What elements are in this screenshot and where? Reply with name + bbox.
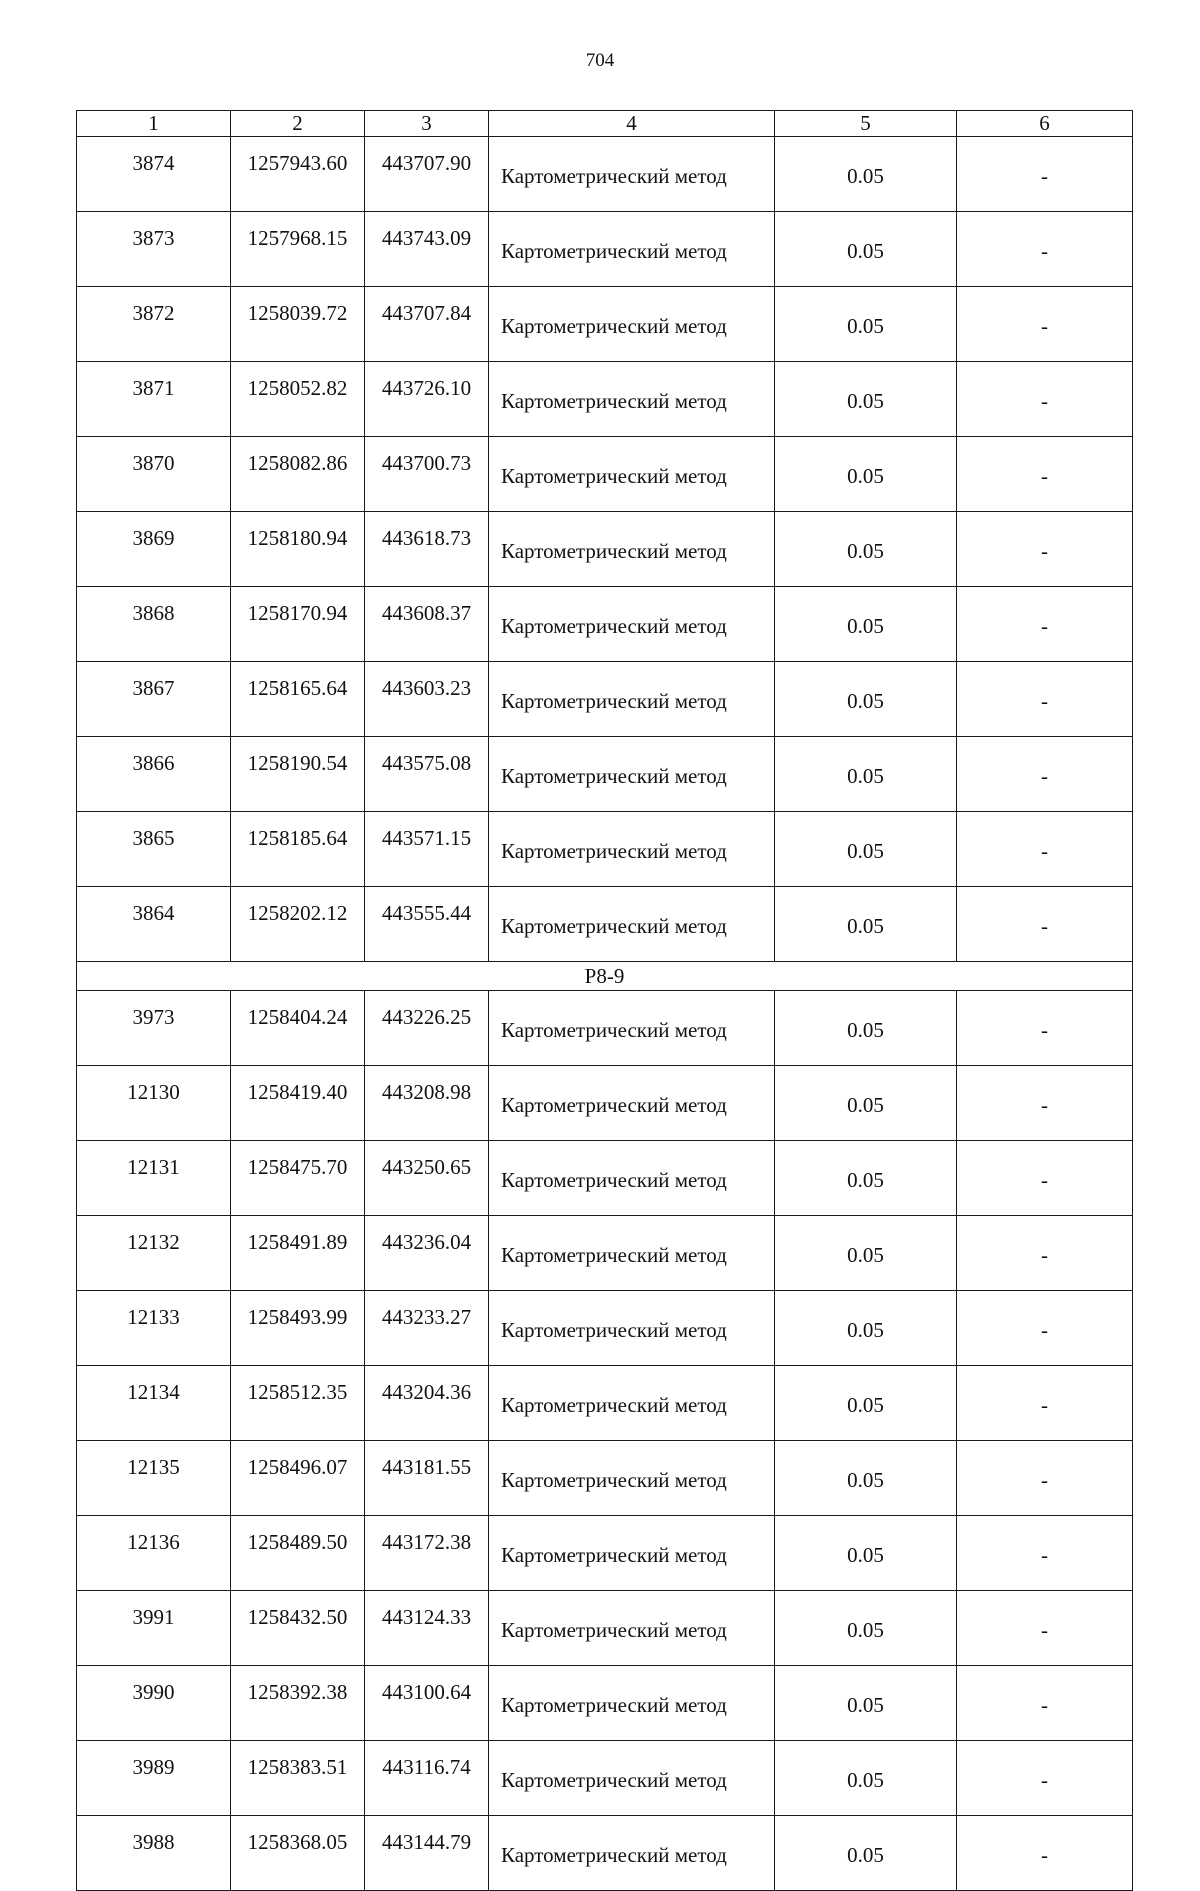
note-cell: - (957, 1591, 1133, 1666)
accuracy-cell: 0.05 (775, 587, 957, 662)
note-cell: - (957, 1141, 1133, 1216)
accuracy-cell: 0.05 (775, 212, 957, 287)
table-row (77, 887, 1133, 962)
table-row (77, 512, 1133, 587)
method-cell: Картометрический метод (489, 362, 775, 437)
note-cell: - (957, 587, 1133, 662)
accuracy-cell: 0.05 (775, 1816, 957, 1891)
y-coordinate-cell: 443208.98 (365, 1066, 489, 1141)
point-number-cell: 12135 (77, 1441, 231, 1516)
x-coordinate-cell: 1258165.64 (231, 662, 365, 737)
x-coordinate-cell: 1258170.94 (231, 587, 365, 662)
x-coordinate-cell: 1258202.12 (231, 887, 365, 962)
x-coordinate-cell: 1258493.99 (231, 1291, 365, 1366)
y-coordinate-cell: 443116.74 (365, 1741, 489, 1816)
note-cell: - (957, 362, 1133, 437)
accuracy-cell: 0.05 (775, 737, 957, 812)
table-row (77, 1216, 1133, 1291)
x-coordinate-cell: 1258185.64 (231, 812, 365, 887)
point-number-cell: 3868 (77, 587, 231, 662)
accuracy-cell: 0.05 (775, 1741, 957, 1816)
table-row (77, 812, 1133, 887)
note-cell: - (957, 1291, 1133, 1366)
header-col-1: 1 (77, 111, 231, 137)
accuracy-cell: 0.05 (775, 887, 957, 962)
method-cell: Картометрический метод (489, 1441, 775, 1516)
note-cell: - (957, 1366, 1133, 1441)
y-coordinate-cell: 443250.65 (365, 1141, 489, 1216)
accuracy-cell: 0.05 (775, 1066, 957, 1141)
point-number-cell: 12130 (77, 1066, 231, 1141)
point-number-cell: 12133 (77, 1291, 231, 1366)
x-coordinate-cell: 1258039.72 (231, 287, 365, 362)
method-cell: Картометрический метод (489, 1066, 775, 1141)
accuracy-cell: 0.05 (775, 287, 957, 362)
point-number-cell: 3988 (77, 1816, 231, 1891)
note-cell: - (957, 1666, 1133, 1741)
x-coordinate-cell: 1258180.94 (231, 512, 365, 587)
x-coordinate-cell: 1258052.82 (231, 362, 365, 437)
y-coordinate-cell: 443608.37 (365, 587, 489, 662)
y-coordinate-cell: 443707.90 (365, 137, 489, 212)
x-coordinate-cell: 1258383.51 (231, 1741, 365, 1816)
header-col-5: 5 (775, 111, 957, 137)
table-row (77, 437, 1133, 512)
x-coordinate-cell: 1258489.50 (231, 1516, 365, 1591)
y-coordinate-cell: 443233.27 (365, 1291, 489, 1366)
point-number-cell: 12131 (77, 1141, 231, 1216)
table-row (77, 1741, 1133, 1816)
y-coordinate-cell: 443700.73 (365, 437, 489, 512)
table-row (77, 662, 1133, 737)
table-row (77, 1141, 1133, 1216)
table-row (77, 1366, 1133, 1441)
table-row (77, 137, 1133, 212)
section-row (77, 962, 1133, 991)
x-coordinate-cell: 1257968.15 (231, 212, 365, 287)
note-cell: - (957, 1066, 1133, 1141)
table-row (77, 287, 1133, 362)
accuracy-cell: 0.05 (775, 437, 957, 512)
method-cell: Картометрический метод (489, 512, 775, 587)
point-number-cell: 3866 (77, 737, 231, 812)
note-cell: - (957, 212, 1133, 287)
note-cell: - (957, 991, 1133, 1066)
method-cell: Картометрический метод (489, 287, 775, 362)
note-cell: - (957, 887, 1133, 962)
table-row (77, 737, 1133, 812)
method-cell: Картометрический метод (489, 437, 775, 512)
accuracy-cell: 0.05 (775, 1291, 957, 1366)
table-row (77, 362, 1133, 437)
method-cell: Картометрический метод (489, 812, 775, 887)
note-cell: - (957, 512, 1133, 587)
header-col-4: 4 (489, 111, 775, 137)
accuracy-cell: 0.05 (775, 137, 957, 212)
y-coordinate-cell: 443181.55 (365, 1441, 489, 1516)
coordinates-table (76, 110, 1133, 1891)
header-col-2: 2 (231, 111, 365, 137)
accuracy-cell: 0.05 (775, 1591, 957, 1666)
x-coordinate-cell: 1258404.24 (231, 991, 365, 1066)
point-number-cell: 3991 (77, 1591, 231, 1666)
point-number-cell: 3873 (77, 212, 231, 287)
note-cell: - (957, 662, 1133, 737)
method-cell: Картометрический метод (489, 1741, 775, 1816)
note-cell: - (957, 1516, 1133, 1591)
point-number-cell: 3989 (77, 1741, 231, 1816)
table-body (77, 137, 1133, 1891)
point-number-cell: 3870 (77, 437, 231, 512)
accuracy-cell: 0.05 (775, 1441, 957, 1516)
method-cell: Картометрический метод (489, 587, 775, 662)
y-coordinate-cell: 443172.38 (365, 1516, 489, 1591)
y-coordinate-cell: 443707.84 (365, 287, 489, 362)
section-label: Р8-9 (77, 962, 1133, 991)
note-cell: - (957, 737, 1133, 812)
y-coordinate-cell: 443575.08 (365, 737, 489, 812)
header-row (77, 111, 1133, 137)
accuracy-cell: 0.05 (775, 1216, 957, 1291)
table-row (77, 1516, 1133, 1591)
method-cell: Картометрический метод (489, 1141, 775, 1216)
y-coordinate-cell: 443571.15 (365, 812, 489, 887)
note-cell: - (957, 287, 1133, 362)
accuracy-cell: 0.05 (775, 991, 957, 1066)
header-col-3: 3 (365, 111, 489, 137)
x-coordinate-cell: 1258491.89 (231, 1216, 365, 1291)
note-cell: - (957, 1441, 1133, 1516)
method-cell: Картометрический метод (489, 887, 775, 962)
method-cell: Картометрический метод (489, 212, 775, 287)
point-number-cell: 12132 (77, 1216, 231, 1291)
table-row (77, 1066, 1133, 1141)
accuracy-cell: 0.05 (775, 812, 957, 887)
point-number-cell: 3871 (77, 362, 231, 437)
table-row (77, 212, 1133, 287)
x-coordinate-cell: 1258082.86 (231, 437, 365, 512)
table-row (77, 1591, 1133, 1666)
method-cell: Картометрический метод (489, 137, 775, 212)
note-cell: - (957, 437, 1133, 512)
x-coordinate-cell: 1258190.54 (231, 737, 365, 812)
method-cell: Картометрический метод (489, 737, 775, 812)
x-coordinate-cell: 1258496.07 (231, 1441, 365, 1516)
note-cell: - (957, 1216, 1133, 1291)
y-coordinate-cell: 443555.44 (365, 887, 489, 962)
table-row (77, 1666, 1133, 1741)
note-cell: - (957, 1741, 1133, 1816)
method-cell: Картометрический метод (489, 1666, 775, 1741)
note-cell: - (957, 812, 1133, 887)
y-coordinate-cell: 443726.10 (365, 362, 489, 437)
table-row (77, 1291, 1133, 1366)
point-number-cell: 3973 (77, 991, 231, 1066)
accuracy-cell: 0.05 (775, 1666, 957, 1741)
table-row (77, 991, 1133, 1066)
point-number-cell: 3864 (77, 887, 231, 962)
method-cell: Картометрический метод (489, 1516, 775, 1591)
point-number-cell: 3872 (77, 287, 231, 362)
x-coordinate-cell: 1258512.35 (231, 1366, 365, 1441)
note-cell: - (957, 1816, 1133, 1891)
accuracy-cell: 0.05 (775, 362, 957, 437)
method-cell: Картометрический метод (489, 1591, 775, 1666)
table-row (77, 587, 1133, 662)
x-coordinate-cell: 1258432.50 (231, 1591, 365, 1666)
y-coordinate-cell: 443236.04 (365, 1216, 489, 1291)
accuracy-cell: 0.05 (775, 512, 957, 587)
y-coordinate-cell: 443603.23 (365, 662, 489, 737)
method-cell: Картометрический метод (489, 662, 775, 737)
x-coordinate-cell: 1258368.05 (231, 1816, 365, 1891)
y-coordinate-cell: 443226.25 (365, 991, 489, 1066)
x-coordinate-cell: 1258419.40 (231, 1066, 365, 1141)
y-coordinate-cell: 443100.64 (365, 1666, 489, 1741)
table-row (77, 1816, 1133, 1891)
y-coordinate-cell: 443743.09 (365, 212, 489, 287)
table-row (77, 1441, 1133, 1516)
point-number-cell: 3869 (77, 512, 231, 587)
page-number: 704 (585, 50, 615, 71)
method-cell: Картометрический метод (489, 1216, 775, 1291)
point-number-cell: 12134 (77, 1366, 231, 1441)
method-cell: Картометрический метод (489, 1816, 775, 1891)
accuracy-cell: 0.05 (775, 1141, 957, 1216)
method-cell: Картометрический метод (489, 1291, 775, 1366)
x-coordinate-cell: 1258392.38 (231, 1666, 365, 1741)
point-number-cell: 3867 (77, 662, 231, 737)
accuracy-cell: 0.05 (775, 1516, 957, 1591)
accuracy-cell: 0.05 (775, 662, 957, 737)
y-coordinate-cell: 443618.73 (365, 512, 489, 587)
note-cell: - (957, 137, 1133, 212)
x-coordinate-cell: 1257943.60 (231, 137, 365, 212)
table-header (77, 111, 1133, 137)
point-number-cell: 3990 (77, 1666, 231, 1741)
y-coordinate-cell: 443144.79 (365, 1816, 489, 1891)
point-number-cell: 3874 (77, 137, 231, 212)
header-col-6: 6 (957, 111, 1133, 137)
y-coordinate-cell: 443124.33 (365, 1591, 489, 1666)
method-cell: Картометрический метод (489, 1366, 775, 1441)
point-number-cell: 3865 (77, 812, 231, 887)
y-coordinate-cell: 443204.36 (365, 1366, 489, 1441)
method-cell: Картометрический метод (489, 991, 775, 1066)
accuracy-cell: 0.05 (775, 1366, 957, 1441)
point-number-cell: 12136 (77, 1516, 231, 1591)
x-coordinate-cell: 1258475.70 (231, 1141, 365, 1216)
